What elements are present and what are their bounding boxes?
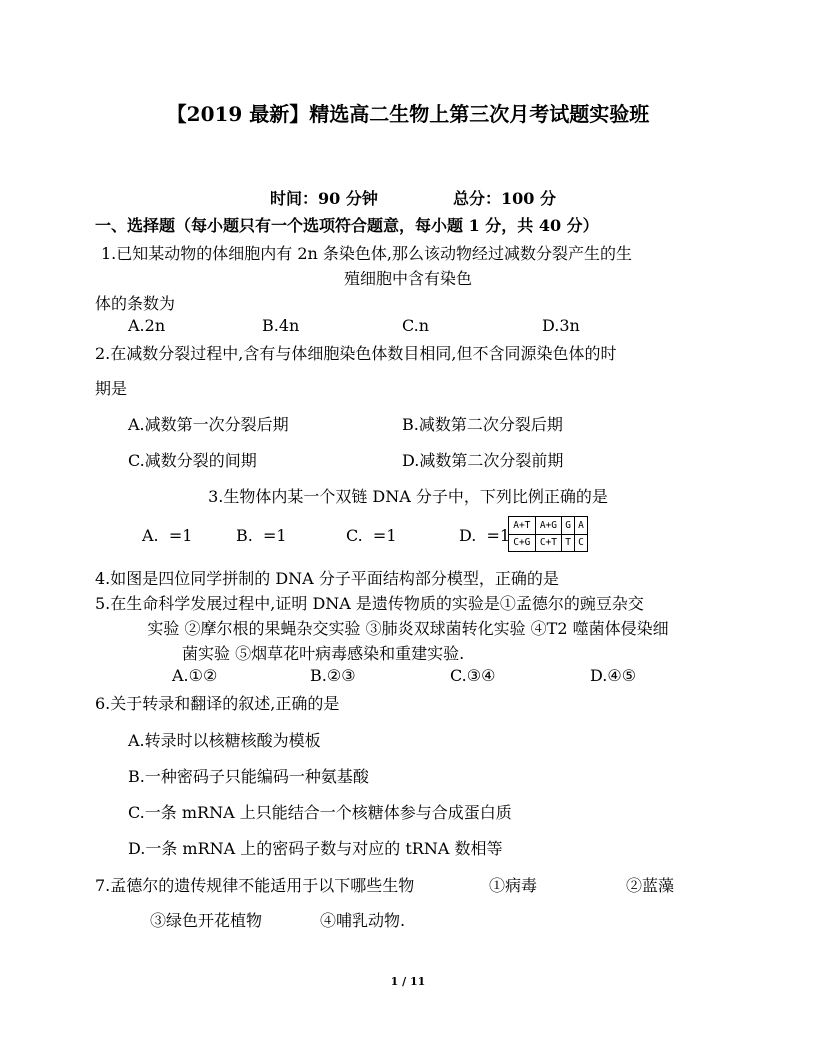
q5-option-a: A.①② — [172, 666, 218, 685]
page-number: 1 / 11 — [390, 975, 426, 988]
denominator-cell: C — [575, 534, 588, 552]
page-title: 【2019 最新】精选高二生物上第三次月考试题实验班 — [166, 102, 650, 126]
q6-option-a: A.转录时以核糖核酸为模板 — [128, 731, 321, 750]
q5-option-d: D.④⑤ — [590, 666, 637, 685]
q1-stem-line3: 体的条数为 — [95, 294, 176, 313]
q6-option-b: B.一种密码子只能编码一种氨基酸 — [128, 767, 369, 786]
q2-option-d: D.减数第二次分裂前期 — [402, 451, 564, 470]
q5-stem-line1: 5.在生命科学发展过程中,证明 DNA 是遗传物质的实验是①孟德尔的豌豆杂交 — [95, 594, 644, 613]
q2-option-c: C.减数分裂的间期 — [128, 451, 257, 470]
q7-item-1: ①病毒 — [489, 876, 538, 895]
q3-fraction-table — [508, 516, 588, 552]
q7-item-2: ②蓝藻 — [626, 876, 675, 895]
section-heading: 一、选择题（每小题只有一个选项符合题意，每小题 1 分，共 40 分） — [95, 216, 599, 235]
q5-stem-line2: 实验 ②摩尔根的果蝇杂交实验 ③肺炎双球菌转化实验 ④T2 噬菌体侵染细 — [147, 619, 669, 638]
q5-stem-line3: 菌实验 ⑤烟草花叶病毒感染和重建实验. — [182, 644, 465, 663]
denominator-cell: C+T — [535, 534, 562, 552]
q2-stem-line1: 2.在减数分裂过程中,含有与体细胞染色体数目相同,但不含同源染色体的时 — [95, 344, 617, 363]
exam-time: 时间：90 分钟 — [270, 189, 378, 208]
q1-option-a: A.2n — [128, 316, 166, 335]
q2-stem-line2: 期是 — [95, 379, 128, 398]
exam-total-score: 总分：100 分 — [453, 189, 556, 208]
fraction-denominators — [509, 534, 588, 552]
q1-option-c: C.n — [402, 316, 430, 335]
q3-option-c: C. =1 — [346, 526, 397, 545]
numerator-cell: A+T — [509, 517, 536, 535]
q1-stem-line2: 殖细胞中含有染色 — [343, 269, 472, 288]
denominator-cell: T — [562, 534, 575, 552]
q6-option-c: C.一条 mRNA 上只能结合一个核糖体参与合成蛋白质 — [128, 803, 512, 822]
q1-stem-line1: 1.已知某动物的体细胞内有 2n 条染色体,那么该动物经过减数分裂产生的生 — [101, 244, 633, 263]
q7-item-3: ③绿色开花植物 — [150, 911, 263, 930]
q7-item-4: ④哺乳动物. — [320, 911, 406, 930]
numerator-cell: A — [575, 517, 588, 535]
numerator-cell: A+G — [535, 517, 562, 535]
q3-option-d: D. =1 — [459, 526, 511, 545]
denominator-cell: C+G — [509, 534, 536, 552]
q7-stem: 7.孟德尔的遗传规律不能适用于以下哪些生物 — [95, 876, 415, 895]
q2-option-a: A.减数第一次分裂后期 — [128, 415, 289, 434]
fraction-numerators — [509, 517, 588, 535]
q3-option-a: A. =1 — [142, 526, 193, 545]
numerator-cell: G — [562, 517, 575, 535]
q3-option-b: B. =1 — [236, 526, 287, 545]
q3-stem: 3.生物体内某一个双链 DNA 分子中，下列比例正确的是 — [208, 487, 608, 506]
q6-stem: 6.关于转录和翻译的叙述,正确的是 — [95, 694, 340, 713]
q6-option-d: D.一条 mRNA 上的密码子数与对应的 tRNA 数相等 — [128, 839, 503, 858]
q2-option-b: B.减数第二次分裂后期 — [402, 415, 563, 434]
q5-option-c: C.③④ — [450, 666, 496, 685]
q1-option-d: D.3n — [542, 316, 580, 335]
q5-option-b: B.②③ — [310, 666, 356, 685]
q4-stem: 4.如图是四位同学拼制的 DNA 分子平面结构部分模型，正确的是 — [95, 569, 559, 588]
q1-option-b: B.4n — [262, 316, 300, 335]
